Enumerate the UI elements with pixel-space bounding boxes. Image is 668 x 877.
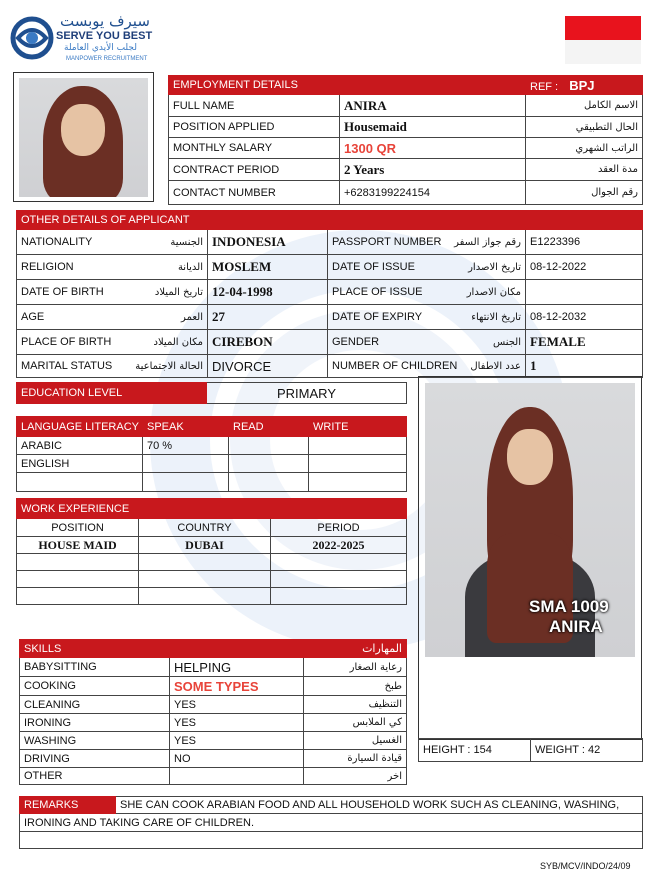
- other-details-header: OTHER DETAILS OF APPLICANT: [17, 211, 328, 230]
- logo-name: SERVE YOU BEST: [56, 30, 153, 42]
- logo-knot-icon: [10, 16, 54, 60]
- salary-value: 1300 QR: [340, 138, 526, 159]
- indonesia-flag-icon: [565, 16, 641, 64]
- contract-value: 2 Years: [340, 159, 526, 181]
- position-column: POSITION: [17, 519, 139, 537]
- blank-write: [309, 473, 407, 492]
- remarks-label: REMARKS: [20, 797, 116, 814]
- full-name-value: ANIRA: [340, 95, 526, 117]
- expiry-label: DATE OF EXPIRY تاريخ الانتهاء: [328, 305, 526, 330]
- language-arabic: ARABIC: [17, 437, 143, 455]
- skill-cooking-label: COOKING: [20, 677, 170, 696]
- passport-label: PASSPORT NUMBER رقم جواز السفر: [328, 230, 526, 255]
- marital-label: MARITAL STATUS الحالة الاجتماعية: [17, 355, 208, 378]
- skill-washing-arabic: الغسيل: [304, 732, 407, 750]
- skill-driving-arabic: قيادة السيارة: [304, 750, 407, 768]
- work-period: 2022-2025: [271, 537, 407, 554]
- nationality-label: NATIONALITY الجنسية: [17, 230, 208, 255]
- skill-other-arabic: اخر: [304, 768, 407, 785]
- position-label: POSITION APPLIED: [169, 117, 340, 138]
- logo-arabic: سيرف يوبست: [60, 12, 150, 30]
- skill-other-value: [170, 768, 304, 785]
- skill-babysitting-arabic: رعاية الصغار: [304, 658, 407, 677]
- contact-value: +6283199224154: [340, 181, 526, 205]
- measurements-table: [418, 738, 643, 762]
- logo-arabic-sub: لجلب الأيدي العاملة: [64, 43, 137, 53]
- work-blank-1b: [139, 554, 271, 571]
- issue-place-value: [526, 280, 643, 305]
- read-header: READ: [229, 417, 309, 437]
- skill-other-label: OTHER: [20, 768, 170, 785]
- education-value: PRIMARY: [207, 383, 407, 404]
- passport-value: E1223396: [526, 230, 643, 255]
- ref-value: BPJ: [569, 77, 595, 93]
- skill-cooking-value: SOME TYPES: [170, 677, 304, 696]
- full-name-label: FULL NAME: [169, 95, 340, 117]
- ref-label: REF :: [530, 80, 559, 93]
- salary-arabic: الراتب الشهري: [526, 138, 643, 159]
- blank-read: [229, 473, 309, 492]
- remarks-table: [19, 796, 643, 849]
- contract-arabic: مدة العقد: [526, 159, 643, 181]
- children-label: NUMBER OF CHILDREN عدد الاطفال: [328, 355, 526, 378]
- photo-caption-name: ANIRA: [549, 617, 603, 636]
- gender-value: FEMALE: [526, 330, 643, 355]
- weight-value: WEIGHT : 42: [531, 739, 643, 762]
- english-write: [309, 455, 407, 473]
- language-header: LANGUAGE LITERACY: [17, 417, 143, 437]
- work-blank-3a: [17, 588, 139, 605]
- work-blank-3c: [271, 588, 407, 605]
- logo-tagline: MANPOWER RECRUITMENT: [66, 56, 148, 62]
- english-speak: [143, 455, 229, 473]
- work-blank-3b: [139, 588, 271, 605]
- work-country: DUBAI: [139, 537, 271, 554]
- company-logo: [8, 12, 168, 68]
- work-blank-2a: [17, 571, 139, 588]
- religion-value: MOSLEM: [208, 255, 328, 280]
- skill-washing-label: WASHING: [20, 732, 170, 750]
- dob-value: 12-04-1998: [208, 280, 328, 305]
- language-blank: [17, 473, 143, 492]
- work-blank-1a: [17, 554, 139, 571]
- remarks-blank: [20, 832, 643, 849]
- marital-value: DIVORCE: [208, 355, 328, 378]
- expiry-value: 08-12-2032: [526, 305, 643, 330]
- skill-babysitting-value: HELPING: [170, 658, 304, 677]
- work-header-blank: [271, 499, 407, 519]
- skill-washing-value: YES: [170, 732, 304, 750]
- skill-driving-label: DRIVING: [20, 750, 170, 768]
- full-photo: [425, 383, 635, 657]
- skill-ironing-arabic: كي الملابس: [304, 714, 407, 732]
- pob-value: CIREBON: [208, 330, 328, 355]
- contact-arabic: رقم الجوال: [526, 181, 643, 205]
- other-details-header-blank: [328, 211, 643, 230]
- issue-date-label: DATE OF ISSUE تاريخ الاصدار: [328, 255, 526, 280]
- skill-babysitting-label: BABYSITTING: [20, 658, 170, 677]
- language-table: [16, 416, 407, 492]
- employment-table: [168, 75, 643, 205]
- profile-photo-frame: [13, 72, 154, 202]
- work-blank-1c: [271, 554, 407, 571]
- country-column: COUNTRY: [139, 519, 271, 537]
- period-column: PERIOD: [271, 519, 407, 537]
- remarks-line1: SHE CAN COOK ARABIAN FOOD AND ALL HOUSEHOLD WORK SUCH AS CLEANING, WASHING,: [116, 797, 643, 814]
- nationality-value: INDONESIA: [208, 230, 328, 255]
- write-header: WRITE: [309, 417, 407, 437]
- remarks-line2: IRONING AND TAKING CARE OF CHILDREN.: [20, 814, 643, 832]
- education-table: [16, 382, 407, 404]
- skill-cleaning-value: YES: [170, 696, 304, 714]
- position-value: Housemaid: [340, 117, 526, 138]
- age-label: AGE العمر: [17, 305, 208, 330]
- blank-speak: [143, 473, 229, 492]
- skill-ironing-label: IRONING: [20, 714, 170, 732]
- ref-cell: [526, 76, 643, 95]
- skills-table: [19, 639, 407, 785]
- full-photo-frame: [418, 376, 642, 740]
- language-english: ENGLISH: [17, 455, 143, 473]
- skills-header: SKILLS: [20, 640, 304, 658]
- arabic-write: [309, 437, 407, 455]
- full-name-arabic: الاسم الكامل: [526, 95, 643, 117]
- skill-ironing-value: YES: [170, 714, 304, 732]
- work-blank-2c: [271, 571, 407, 588]
- skill-cooking-arabic: طبخ: [304, 677, 407, 696]
- education-label: EDUCATION LEVEL: [17, 383, 207, 404]
- speak-header: SPEAK: [143, 417, 229, 437]
- contract-label: CONTRACT PERIOD: [169, 159, 340, 181]
- issue-date-value: 08-12-2022: [526, 255, 643, 280]
- profile-photo: [19, 78, 148, 197]
- arabic-speak: 70 %: [143, 437, 229, 455]
- english-read: [229, 455, 309, 473]
- skill-driving-value: NO: [170, 750, 304, 768]
- children-value: 1: [526, 355, 643, 378]
- arabic-read: [229, 437, 309, 455]
- salary-label: MONTHLY SALARY: [169, 138, 340, 159]
- gender-label: GENDER الجنس: [328, 330, 526, 355]
- photo-caption-code: SMA 1009: [529, 597, 609, 616]
- employment-header: EMPLOYMENT DETAILS: [169, 76, 526, 95]
- height-value: HEIGHT : 154: [419, 739, 531, 762]
- position-arabic: الحال التطبيقي: [526, 117, 643, 138]
- issue-place-label: PLACE OF ISSUE مكان الاصدار: [328, 280, 526, 305]
- religion-label: RELIGION الديانة: [17, 255, 208, 280]
- work-header: WORK EXPERIENCE: [17, 499, 271, 519]
- skills-header-arabic: المهارات: [304, 640, 407, 658]
- work-experience-table: [16, 498, 407, 605]
- age-value: 27: [208, 305, 328, 330]
- work-blank-2b: [139, 571, 271, 588]
- footer-code: SYB/MCV/INDO/24/09: [540, 861, 631, 871]
- other-details-table: [16, 210, 643, 378]
- pob-label: PLACE OF BIRTH مكان الميلاد: [17, 330, 208, 355]
- contact-label: CONTACT NUMBER: [169, 181, 340, 205]
- skill-cleaning-arabic: التنظيف: [304, 696, 407, 714]
- skill-cleaning-label: CLEANING: [20, 696, 170, 714]
- dob-label: DATE OF BIRTH تاريخ الميلاد: [17, 280, 208, 305]
- work-position: HOUSE MAID: [17, 537, 139, 554]
